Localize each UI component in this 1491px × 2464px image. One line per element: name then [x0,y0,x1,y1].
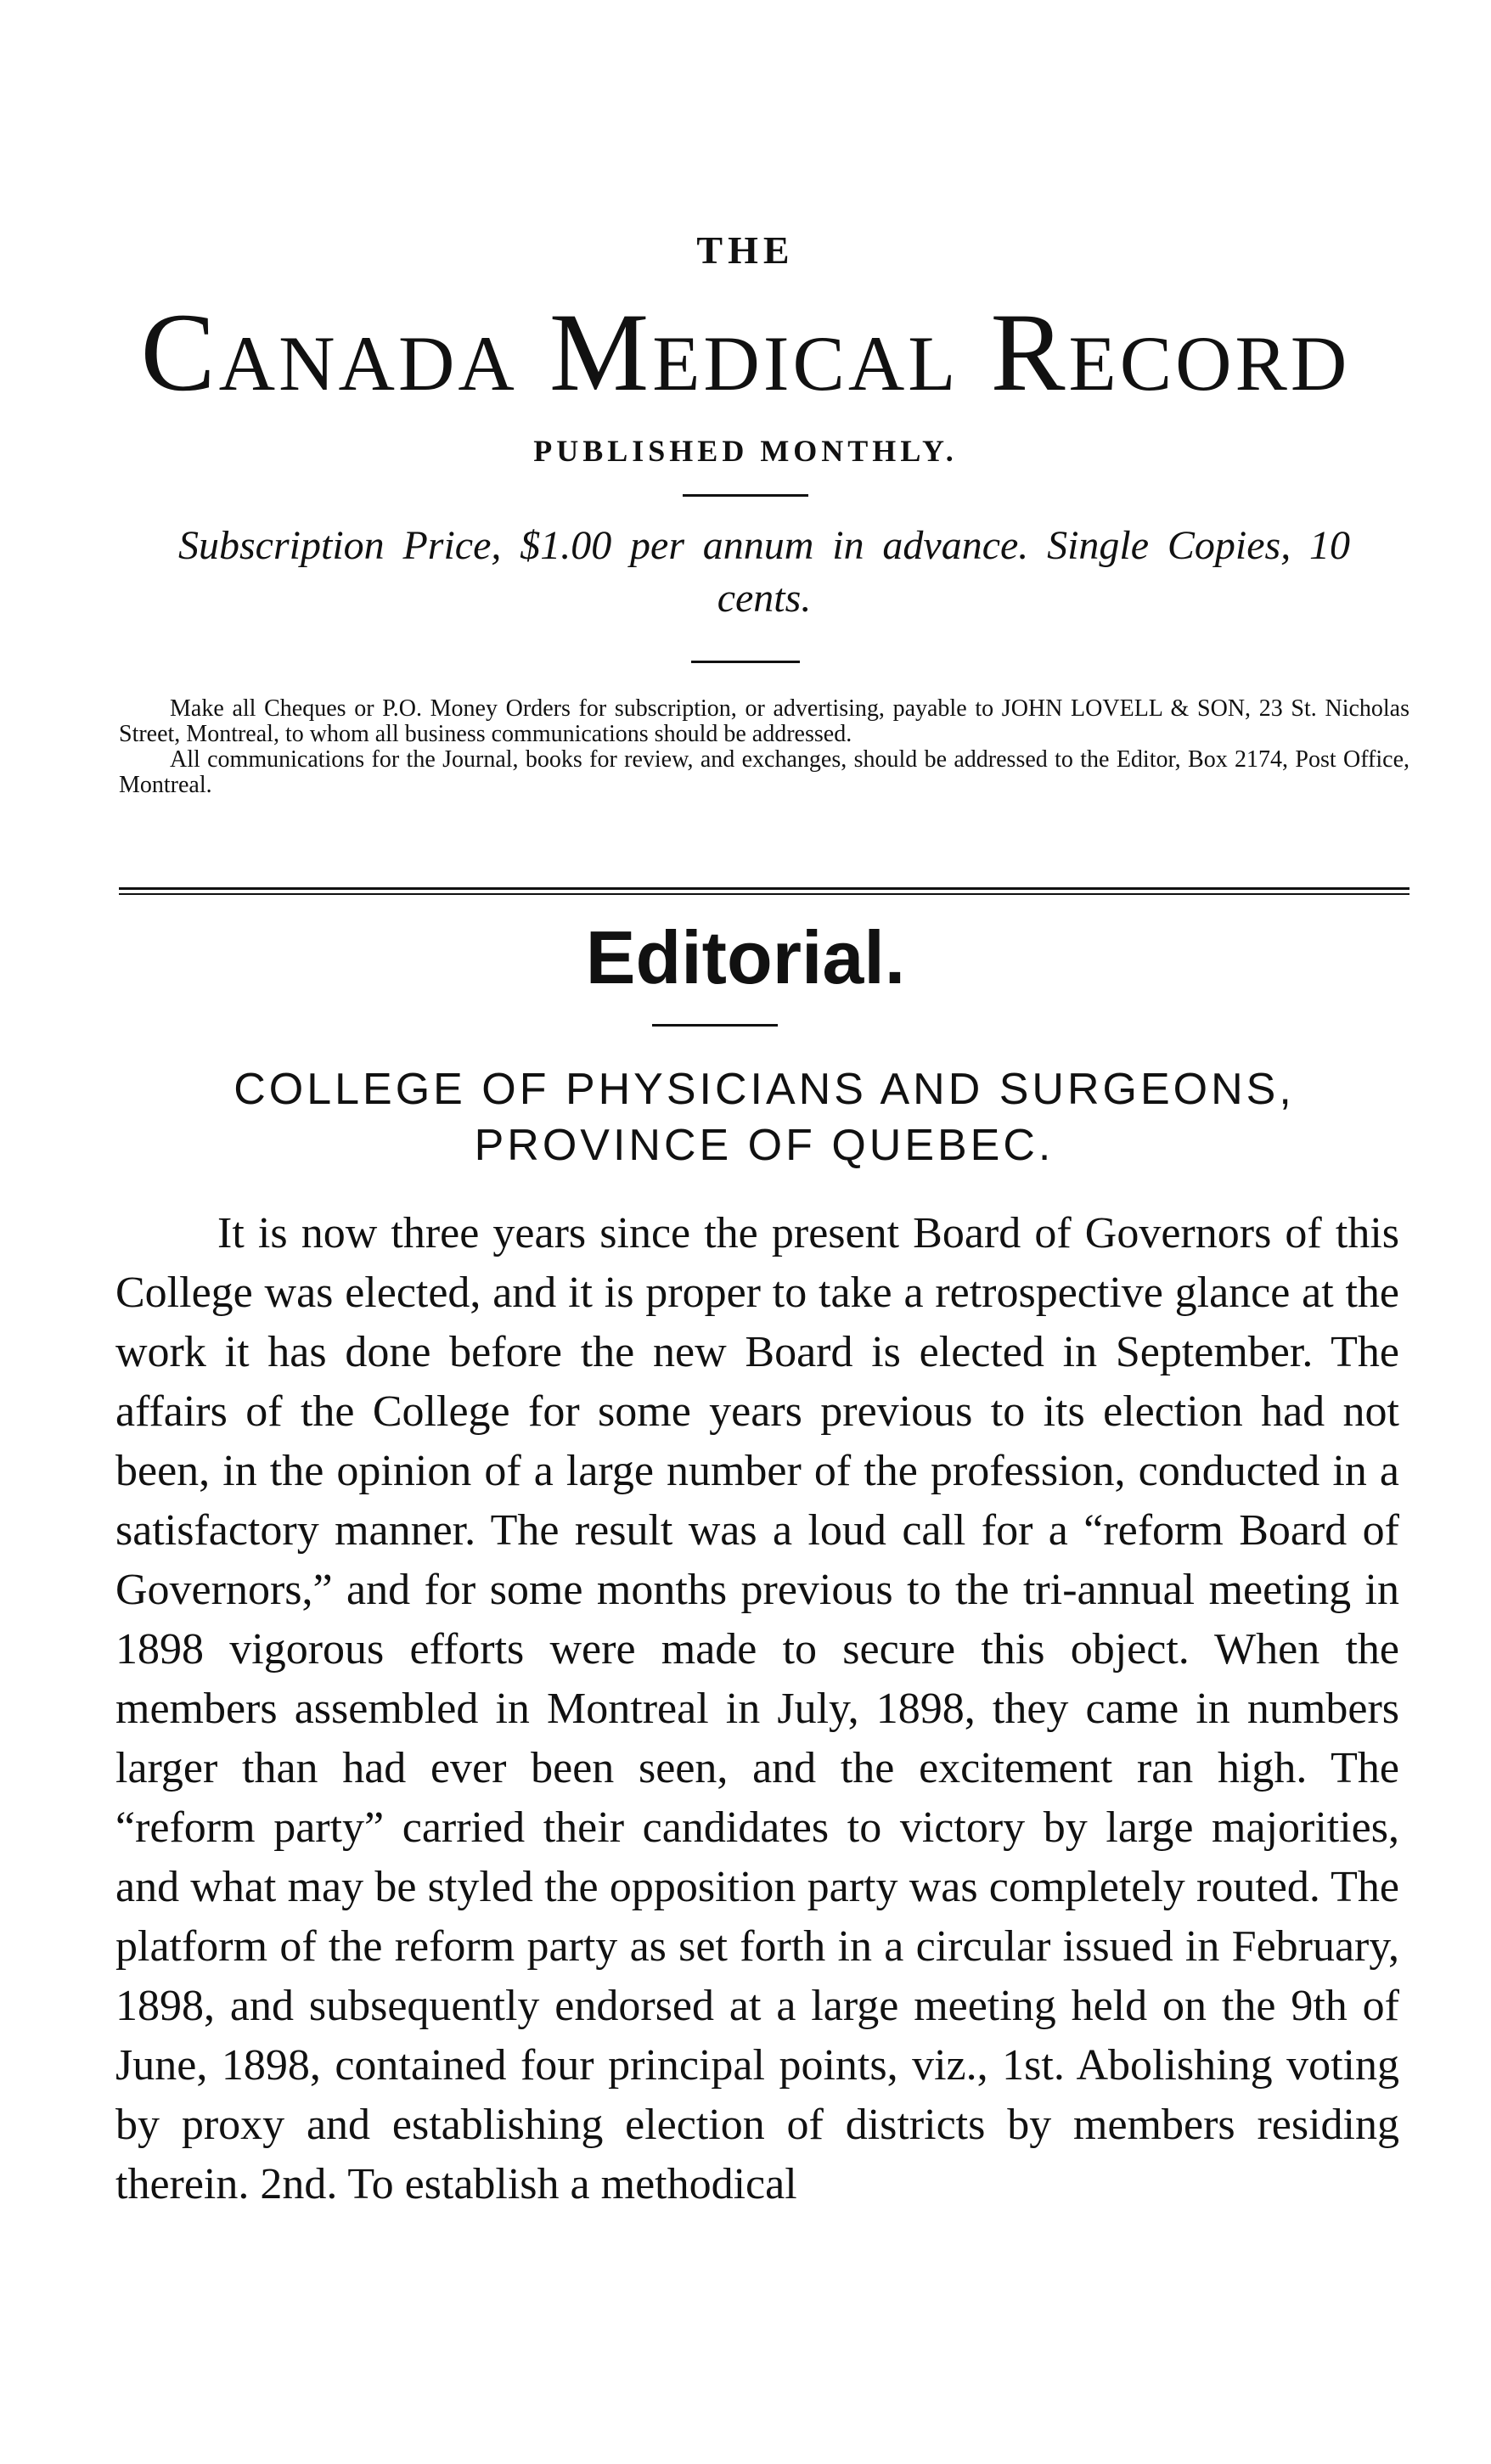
section-divider [652,1024,778,1027]
article-heading-line-2: PROVINCE OF QUEBEC. [474,1121,1055,1170]
subscription-divider [691,661,800,663]
masthead-article-word: THE [696,228,795,272]
header-double-rule-bottom [119,893,1409,895]
section-title: Editorial. [585,915,906,999]
publication-frequency: PUBLISHED MONTHLY. [533,434,958,468]
journal-title: Canada Medical Record [140,290,1351,414]
article-heading-line-1: COLLEGE OF PHYSICIANS AND SURGEONS, [233,1065,1295,1114]
subscription-price: Subscription Price, $1.00 per annum in advance. Single Copies, 10 cents. [178,523,1350,621]
header-double-rule-top [119,887,1409,890]
editorial-contact-notice: All communications for the Journal, books for review, and exchanges, should be addressed to the Editor, Box 2174, Post Office, Montreal. [119,746,1409,798]
publisher-notice [119,696,1409,798]
masthead-divider [683,494,808,497]
article-body [115,1204,1399,2214]
article-heading [119,1061,1409,1173]
article-paragraph: It is now three years since the present Board of Governors of this College was elected, and it is proper to take a retrospective glance at the work it has done before the new Board is elected in September. The affairs of the College for some years previous to its election had not been, in the opinion of a large number of the profession, conducted in a satisfactory manner. The result was a loud call for a “reform Board of Governors,” and for some months previous to the tri-annual meeting in 1898 vigorous efforts were made to secure this object. When the members assembled in Montreal in July, 1898, they came in numbers larger than had ever been seen, and the excitement ran high. The “reform party” carried their candidates to victory by large majorities, and what may be styled the opposition party was completely routed. The platform of the reform party as set forth in a circular issued in February, 1898, and subsequently endorsed at a large meeting held on the 9th of June, 1898, contained four principal points, viz., 1st. Abolishing voting by proxy and establishing election of districts by members residing therein. 2nd. To establish a methodical [115,1209,1399,2208]
payment-notice: Make all Cheques or P.O. Money Orders for subscription, or advertising, payable to JOHN LOVELL & SON, 23 St. Nicholas Street, Montreal, to whom all business communications should be addressed. [119,695,1409,747]
